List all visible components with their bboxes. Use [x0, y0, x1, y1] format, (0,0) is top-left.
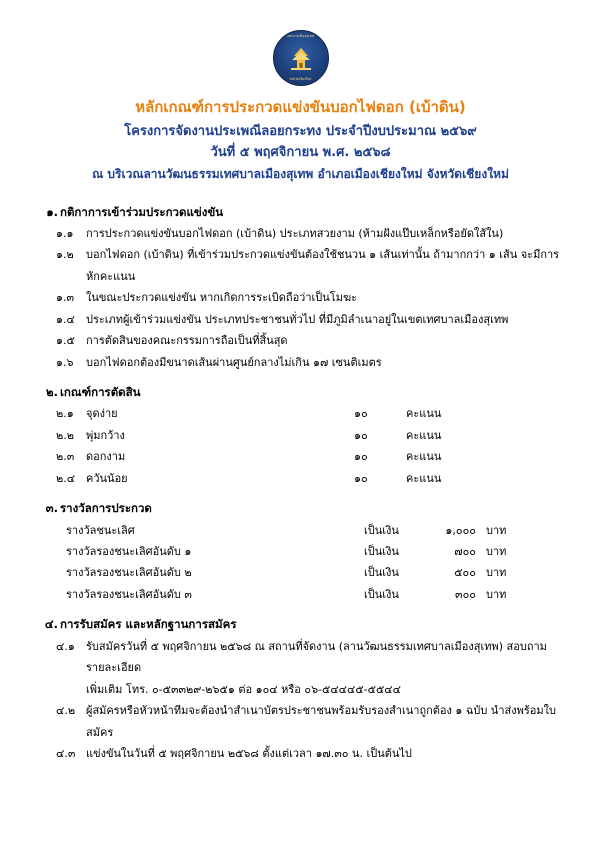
criterion-value: ๑๐ — [354, 450, 368, 464]
section-heading — [38, 497, 563, 519]
section-title: รางวัลการประกวด — [60, 501, 152, 516]
list-item-continuation — [38, 679, 563, 700]
list-item — [38, 287, 563, 308]
criterion-number: ๒.๒ — [56, 428, 74, 442]
item-number: ๑.๖ — [56, 355, 74, 369]
prize-pay-label: เป็นเงิน — [364, 587, 399, 601]
prize-pay-label: เป็นเงิน — [364, 545, 399, 559]
section-title: กติกาการเข้าร่วมประกวดแข่งขัน — [60, 204, 224, 219]
seal-top-text: เทศบาลเมืองสุเทพ — [286, 34, 315, 38]
item-text: แข่งขันในวันที่ ๕ พฤศจิกายน ๒๕๖๘ ตั้งแต่เวลา ๑๗.๓๐ น. เป็นต้นไป — [86, 746, 412, 760]
criterion-number: ๒.๑ — [56, 407, 74, 421]
prize-unit: บาท — [486, 523, 507, 537]
section-rules — [38, 201, 563, 373]
list-item — [38, 244, 563, 287]
list-item — [38, 223, 563, 244]
prize-label: รางวัลชนะเลิศ — [66, 523, 135, 537]
item-number: ๔.๓ — [56, 746, 76, 760]
item-text: ผู้สมัครหรือหัวหน้าทีมจะต้องนำสำเนาบัตรประชาชนพร้อมรับรองสำเนาถูกต้อง ๑ ฉบับ นำส่งพร้อมใบสมัคร — [86, 704, 556, 739]
section-title: การรับสมัคร และหลักฐานการสมัคร — [60, 617, 237, 632]
item-text: ในขณะประกวดแข่งขัน หากเกิดการระเบิดถือว่าเป็นโมฆะ — [86, 291, 358, 305]
subtitle-location: ณ บริเวณลานวัฒนธรรมเทศบาลเมืองสุเทพ อำเภอเมืองเชียงใหม่ จังหวัดเชียงใหม่ — [92, 166, 509, 181]
criterion-unit: คะแนน — [406, 407, 442, 421]
table-row — [38, 520, 563, 541]
table-row — [38, 446, 563, 467]
temple-icon — [288, 47, 314, 71]
prize-label: รางวัลรองชนะเลิศอันดับ ๓ — [66, 587, 192, 601]
criterion-value: ๑๐ — [354, 428, 368, 442]
prize-amount: ๕๐๐ — [454, 566, 476, 580]
prize-unit: บาท — [486, 566, 507, 580]
table-row — [38, 562, 563, 583]
document-body — [38, 201, 563, 765]
prize-unit: บาท — [486, 545, 507, 559]
list-item — [38, 330, 563, 351]
criterion-value: ๑๐ — [354, 407, 368, 421]
prize-amount: ๗๐๐ — [454, 545, 476, 559]
item-number: ๑.๔ — [56, 312, 75, 326]
table-row — [38, 425, 563, 446]
prize-unit: บาท — [486, 587, 507, 601]
item-number: ๑.๕ — [56, 334, 75, 348]
item-text: การประกวดแข่งขันบอกไฟดอก (เบ้าดิน) ประเภทสวยงาม (ห้ามฝังแป๊บเหล็กหรือยัดใส้ใน) — [86, 226, 504, 240]
criterion-unit: คะแนน — [406, 428, 442, 442]
item-text: รับสมัครวันที่ ๕ พฤศจิกายน ๒๕๖๘ ณ สถานที่จัดงาน (ลานวัฒนธรรมเทศบาลเมืองสุเทพ) สอบถามรายละเอียด — [86, 639, 547, 675]
section-number: ๓. — [45, 501, 58, 516]
list-item — [38, 309, 563, 330]
item-text: การตัดสินของคณะกรรมการถือเป็นที่สิ้นสุด — [86, 334, 288, 348]
item-number: ๑.๓ — [56, 291, 74, 305]
section-registration — [38, 613, 563, 764]
prize-label: รางวัลรองชนะเลิศอันดับ ๑ — [66, 545, 192, 559]
list-item — [38, 700, 563, 743]
item-number: ๔.๑ — [56, 639, 75, 653]
section-prizes — [38, 497, 563, 605]
subtitle-date: วันที่ ๕ พฤศจิกายน พ.ศ. ๒๕๖๘ — [210, 145, 391, 160]
table-row — [38, 468, 563, 489]
item-number: ๑.๑ — [56, 226, 74, 240]
page-title: หลักเกณฑ์การประกวดแข่งขันบอกไฟดอก (เบ้าดิน) — [135, 98, 466, 116]
criterion-value: ๑๐ — [354, 471, 368, 485]
prize-amount: ๓๐๐ — [455, 587, 476, 601]
section-scoring — [38, 381, 563, 489]
criterion-unit: คะแนน — [406, 450, 442, 464]
section-heading — [38, 201, 563, 223]
section-number: ๑. — [46, 204, 58, 219]
list-item — [38, 636, 563, 679]
list-item — [38, 743, 563, 764]
item-number: ๔.๒ — [56, 704, 76, 718]
section-number: ๒. — [46, 384, 58, 399]
item-text: ประเภทผู้เข้าร่วมแข่งขัน ประเภทประชาชนทั่วไป ที่มีภูมิลำเนาอยู่ในเขตเทศบาลเมืองสุเทพ — [86, 312, 509, 326]
section-number: ๔. — [44, 617, 58, 632]
criterion-unit: คะแนน — [406, 471, 442, 485]
municipality-seal-icon — [273, 30, 329, 86]
item-text: บอกไฟดอก (เบ้าดิน) ที่เข้าร่วมประกวดแข่งขันต้องใช้ชนวน ๑ เส้นเท่านั้น ถ้ามากกว่า ๑ เส้น จะมีการหักคะแนน — [86, 248, 560, 283]
list-item — [38, 352, 563, 373]
criterion-number: ๒.๓ — [56, 450, 75, 464]
prize-pay-label: เป็นเงิน — [364, 566, 399, 580]
table-row — [38, 403, 563, 424]
subtitle-project: โครงการจัดงานประเพณีลอยกระทง ประจำปีงบประมาณ ๒๕๖๙ — [124, 123, 477, 139]
section-heading — [38, 381, 563, 403]
criterion-number: ๒.๔ — [56, 471, 76, 485]
section-title: เกณฑ์การตัดสิน — [60, 384, 141, 399]
criterion-label: จุดง่าย — [86, 407, 118, 421]
table-row — [38, 584, 563, 605]
header-block — [38, 96, 563, 183]
criterion-label: พุ่มกว้าง — [86, 428, 125, 442]
table-row — [38, 541, 563, 562]
section-heading — [38, 613, 563, 635]
prize-pay-label: เป็นเงิน — [364, 523, 399, 537]
criterion-label: ดอกงาม — [86, 450, 126, 464]
criterion-label: ควันน้อย — [86, 471, 128, 485]
item-text: บอกไฟดอกต้องมีขนาดเส้นผ่านศูนย์กลางไม่เกิน ๑๗ เซนติเมตร — [86, 355, 382, 369]
prize-label: รางวัลรองชนะเลิศอันดับ ๒ — [66, 566, 192, 580]
item-text: เพิ่มเติม โทร. ๐-๕๓๓๒๙-๒๖๕๑ ต่อ ๑๐๔ หรือ ๐๖-๕๔๔๔๕-๕๕๔๔ — [86, 682, 401, 696]
seal-bottom-text: จังหวัดเชียงใหม่ — [289, 77, 312, 81]
logo-container — [38, 30, 563, 86]
prize-amount: ๑,๐๐๐ — [445, 523, 476, 537]
item-number: ๑.๒ — [56, 248, 74, 262]
